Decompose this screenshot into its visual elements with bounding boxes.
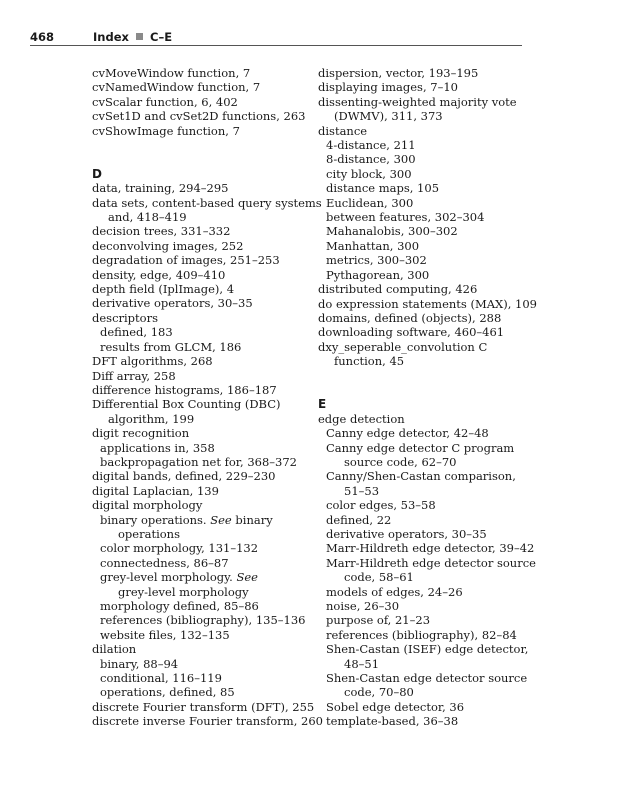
index-entry: and, 418–419 <box>108 210 187 225</box>
index-entry: cvNamedWindow function, 7 <box>92 80 261 95</box>
index-entry: Canny edge detector, 42–48 <box>326 426 489 441</box>
index-entry: derivative operators, 30–35 <box>92 296 253 311</box>
index-entry: Mahanalobis, 300–302 <box>326 224 458 239</box>
index-column-right <box>318 66 537 729</box>
index-entry: conditional, 116–119 <box>100 671 222 686</box>
index-entry: applications in, 358 <box>100 440 215 455</box>
header-range: C–E <box>150 30 173 44</box>
spacer <box>318 369 530 383</box>
index-entry: code, 58–61 <box>344 570 414 585</box>
index-entry: discrete inverse Fourier transform, 260 <box>92 714 323 729</box>
section-letter: D <box>92 166 102 181</box>
index-entry: digital morphology <box>92 498 203 513</box>
index-entry: distance maps, 105 <box>326 181 440 196</box>
index-entry: 8-distance, 300 <box>326 152 416 167</box>
index-entry: Shen-Castan edge detector source <box>326 671 528 686</box>
index-entry: operations, defined, 85 <box>100 685 235 700</box>
index-entry: 51–53 <box>344 483 380 498</box>
index-entry: Shen-Castan (ISEF) edge detector, <box>326 642 529 657</box>
index-entry: dispersion, vector, 193–195 <box>318 66 479 80</box>
index-entry: Differential Box Counting (DBC) <box>92 397 281 412</box>
index-entry: references (bibliography), 82–84 <box>326 627 517 642</box>
index-entry: noise, 26–30 <box>326 599 400 613</box>
index-entry: digit recognition <box>92 426 190 441</box>
index-entry: purpose of, 21–23 <box>326 613 431 628</box>
index-entry: deconvolving images, 252 <box>92 238 244 253</box>
index-entry: defined, 183 <box>100 325 173 340</box>
index-entry: Diff array, 258 <box>92 368 176 383</box>
index-entry: color morphology, 131–132 <box>100 541 259 556</box>
index-entry: Canny/Shen-Castan comparison, <box>326 469 516 484</box>
index-entry: data sets, content-based query systems <box>92 195 322 210</box>
index-entry: data, training, 294–295 <box>92 181 229 196</box>
spacer <box>92 138 312 152</box>
index-entry: cvScalar function, 6, 402 <box>92 94 238 109</box>
index-entry: binary, 88–94 <box>100 656 179 671</box>
index-entry: cvShowImage function, 7 <box>92 123 240 138</box>
index-entry: models of edges, 24–26 <box>326 584 463 599</box>
index-entry: edge detection <box>318 411 405 426</box>
see-reference: See <box>236 570 258 585</box>
index-entry: cvMoveWindow function, 7 <box>92 66 251 80</box>
index-entry: displaying images, 7–10 <box>318 80 458 95</box>
index-entry: digital Laplacian, 139 <box>92 483 219 498</box>
index-entry: function, 45 <box>334 354 405 369</box>
index-entry: dilation <box>92 642 137 657</box>
spacer <box>318 383 530 397</box>
index-entry: descriptors <box>92 310 158 325</box>
index-entry: operations <box>118 526 180 541</box>
index-entry: downloading software, 460–461 <box>318 325 505 340</box>
index-entry: Canny edge detector C program <box>326 440 515 455</box>
header-section: Index <box>93 30 129 44</box>
index-entry: 48–51 <box>344 656 380 671</box>
index-entry: Marr-Hildreth edge detector source <box>326 555 536 570</box>
index-entry: source code, 62–70 <box>344 454 457 469</box>
index-entry: grey-level morphology. See <box>100 570 258 585</box>
index-entry: DFT algorithms, 268 <box>92 354 213 369</box>
index-entry: difference histograms, 186–187 <box>92 382 277 397</box>
index-entry: algorithm, 199 <box>108 411 195 426</box>
page-number: 468 <box>30 30 55 44</box>
index-entry: Pythagorean, 300 <box>326 267 430 282</box>
index-entry: digital bands, defined, 229–230 <box>92 469 276 484</box>
index-entry: Sobel edge detector, 36 <box>326 699 465 714</box>
index-entry: website files, 132–135 <box>100 627 230 642</box>
index-entry: (DWMV), 311, 373 <box>334 109 443 124</box>
see-reference: See <box>210 512 232 527</box>
index-entry: references (bibliography), 135–136 <box>100 613 306 628</box>
index-entry: code, 70–80 <box>344 685 414 700</box>
index-entry: derivative operators, 30–35 <box>326 526 487 541</box>
header-rule <box>30 45 522 46</box>
index-entry: Manhattan, 300 <box>326 238 420 253</box>
index-entry: results from GLCM, 186 <box>100 339 242 354</box>
index-entry: distance <box>318 123 368 138</box>
index-column-left <box>92 66 323 729</box>
index-entry: city block, 300 <box>326 166 412 181</box>
index-entry: cvSet1D and cvSet2D functions, 263 <box>92 109 306 124</box>
index-entry: dxy_seperable_convolution C <box>318 339 488 354</box>
index-entry: binary operations. See binary <box>100 512 273 527</box>
index-entry: discrete Fourier transform (DFT), 255 <box>92 699 315 714</box>
index-entry: color edges, 53–58 <box>326 498 436 513</box>
index-entry: decision trees, 331–332 <box>92 224 231 239</box>
index-entry: Euclidean, 300 <box>326 195 414 210</box>
section-letter: E <box>318 397 327 412</box>
index-entry: metrics, 300–302 <box>326 253 427 268</box>
index-entry: template-based, 36–38 <box>326 714 459 729</box>
index-entry: domains, defined (objects), 288 <box>318 310 502 325</box>
index-entry: depth field (IplImage), 4 <box>92 282 235 297</box>
index-entry: morphology defined, 85–86 <box>100 599 259 613</box>
index-entry: degradation of images, 251–253 <box>92 253 280 268</box>
separator-square-icon <box>136 33 143 40</box>
index-entry: Marr-Hildreth edge detector, 39–42 <box>326 541 535 556</box>
index-entry: distributed computing, 426 <box>318 282 478 297</box>
index-entry: between features, 302–304 <box>326 210 485 225</box>
index-entry: grey-level morphology <box>118 584 249 599</box>
index-entry: dissenting-weighted majority vote <box>318 94 517 109</box>
index-entry: connectedness, 86–87 <box>100 555 229 570</box>
index-entry: density, edge, 409–410 <box>92 267 226 282</box>
spacer <box>92 152 312 166</box>
index-entry: defined, 22 <box>326 512 392 527</box>
running-header <box>30 30 522 46</box>
index-entry: do expression statements (MAX), 109 <box>318 296 537 311</box>
index-entry: backpropagation net for, 368–372 <box>100 454 297 469</box>
index-entry: 4-distance, 211 <box>326 138 416 153</box>
